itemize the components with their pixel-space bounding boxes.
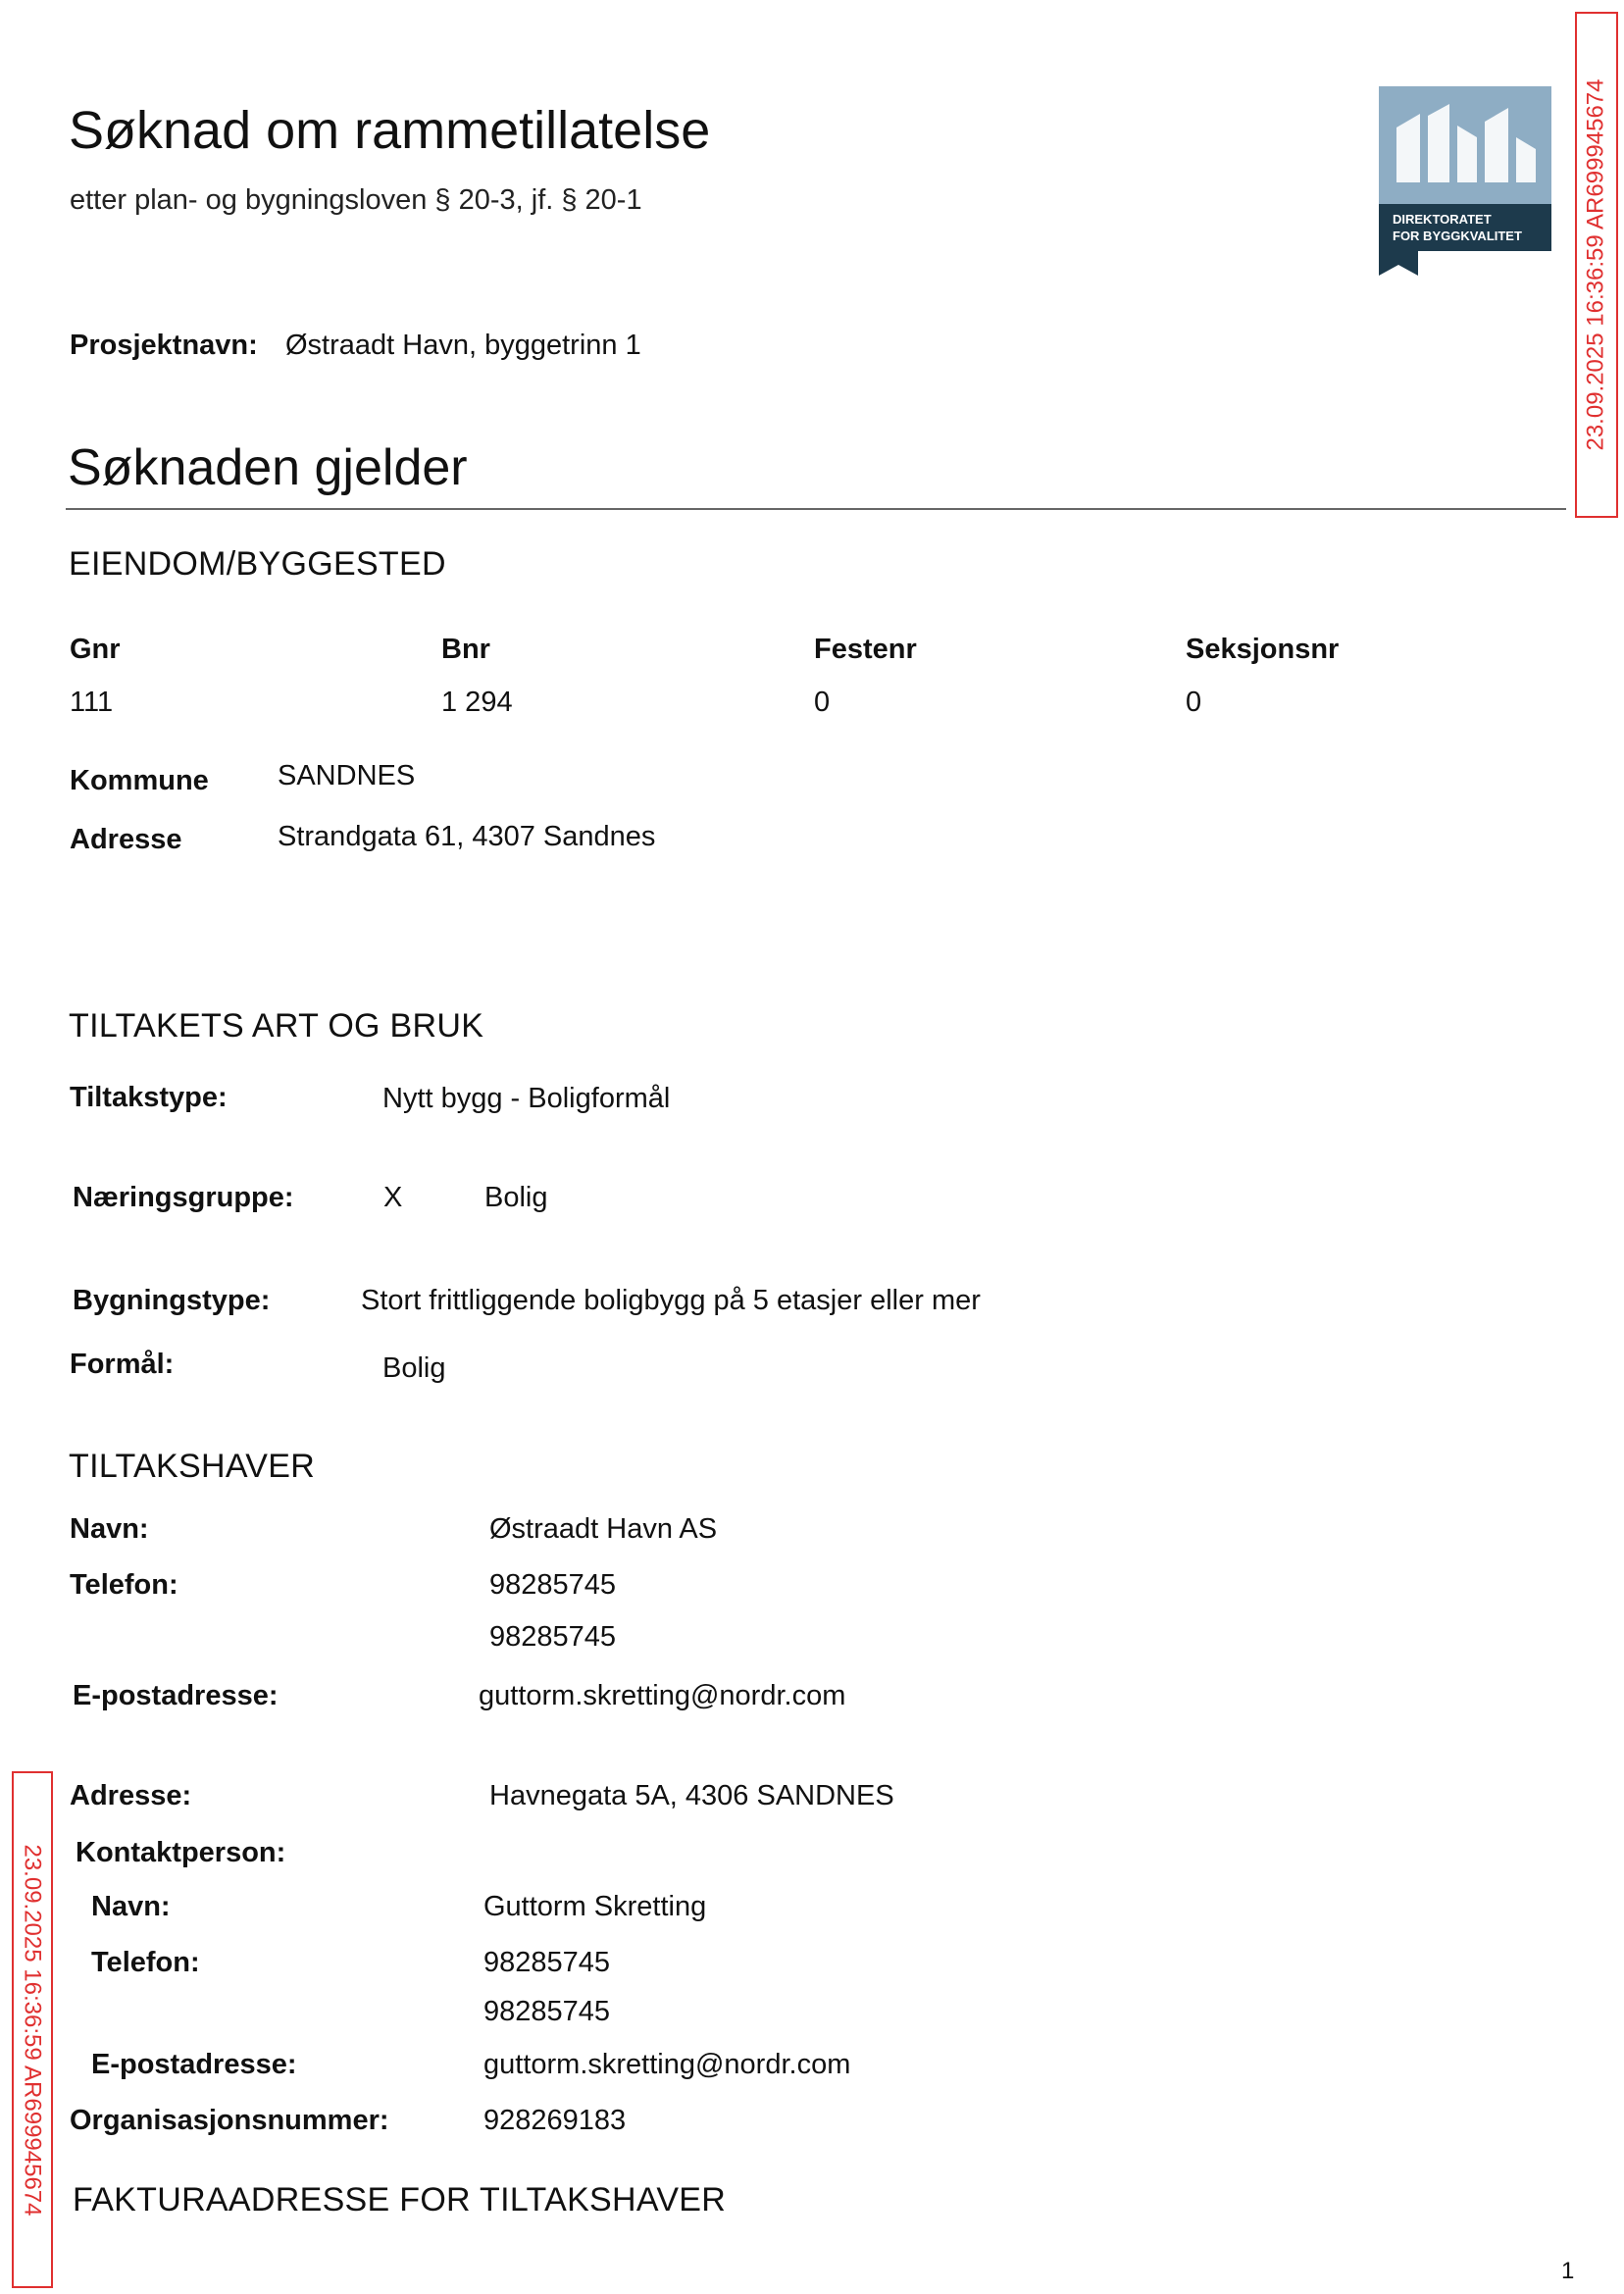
gnr-value: 111 xyxy=(70,687,114,718)
kommune-value: SANDNES xyxy=(278,760,416,791)
kontakt-epost-value: guttorm.skretting@nordr.com xyxy=(483,2049,851,2080)
project-name-value: Østraadt Havn, byggetrinn 1 xyxy=(285,330,641,361)
tiltakshaver-telefon-value-2: 98285745 xyxy=(489,1621,617,1653)
tiltakshaver-telefon-label: Telefon: xyxy=(70,1569,178,1601)
gnr-label: Gnr xyxy=(70,634,121,665)
main-heading: Søknaden gjelder xyxy=(68,439,468,496)
dibk-logo-graphic xyxy=(1379,86,1551,276)
section-tiltak-heading: TILTAKETS ART OG BRUK xyxy=(69,1007,484,1045)
adresse-label: Adresse xyxy=(70,824,182,855)
formal-label: Formål: xyxy=(70,1349,175,1380)
kommune-label: Kommune xyxy=(70,765,209,796)
bnr-label: Bnr xyxy=(441,634,490,665)
orgnr-label: Organisasjonsnummer: xyxy=(70,2105,389,2136)
tiltakshaver-telefon-value-1: 98285745 xyxy=(489,1569,617,1601)
kontaktperson-label: Kontaktperson: xyxy=(76,1837,286,1868)
tiltakshaver-adresse-value: Havnegata 5A, 4306 SANDNES xyxy=(489,1780,894,1811)
section-faktura-heading: FAKTURAADRESSE FOR TILTAKSHAVER xyxy=(73,2181,727,2218)
logo-line2: FOR BYGGKVALITET xyxy=(1393,229,1522,243)
tiltakshaver-epost-value: guttorm.skretting@nordr.com xyxy=(479,1680,846,1711)
orgnr-value: 928269183 xyxy=(483,2105,627,2136)
kontakt-telefon-value-1: 98285745 xyxy=(483,1947,611,1978)
naeringsgruppe-label: Næringsgruppe: xyxy=(73,1182,294,1213)
kontakt-navn-label: Navn: xyxy=(91,1891,171,1922)
kontakt-telefon-value-2: 98285745 xyxy=(483,1996,611,2027)
kontakt-telefon-label: Telefon: xyxy=(91,1947,200,1978)
naeringsgruppe-code: X xyxy=(383,1182,403,1213)
seksjonsnr-label: Seksjonsnr xyxy=(1186,634,1340,665)
kontakt-epost-label: E-postadresse: xyxy=(91,2049,297,2080)
stamp-left-text: 23.09.2025 16:36:59 AR699945674 xyxy=(20,1843,46,2217)
bygningstype-value: Stort frittliggende boligbygg på 5 etasjer eller mer xyxy=(361,1285,981,1316)
festenr-value: 0 xyxy=(814,687,831,718)
page-number: 1 xyxy=(1561,2258,1575,2284)
naeringsgruppe-value: Bolig xyxy=(484,1182,548,1213)
tiltakstype-label: Tiltakstype: xyxy=(70,1082,228,1113)
stamp-left xyxy=(12,1771,53,2288)
logo-line1: DIREKTORATET xyxy=(1393,212,1492,227)
adresse-value: Strandgata 61, 4307 Sandnes xyxy=(278,821,656,852)
kontakt-navn-value: Guttorm Skretting xyxy=(483,1891,707,1922)
tiltakshaver-epost-label: E-postadresse: xyxy=(73,1680,279,1711)
formal-value: Bolig xyxy=(382,1352,446,1384)
heading-divider xyxy=(66,508,1566,510)
stamp-top-text: 23.09.2025 16:36:59 AR699945674 xyxy=(1583,78,1609,451)
project-name-label: Prosjektnavn: xyxy=(70,330,258,361)
seksjonsnr-value: 0 xyxy=(1186,687,1202,718)
festenr-label: Festenr xyxy=(814,634,917,665)
bygningstype-label: Bygningstype: xyxy=(73,1285,271,1316)
section-tiltakshaver-heading: TILTAKSHAVER xyxy=(69,1448,316,1485)
bnr-value: 1 294 xyxy=(441,687,513,718)
stamp-top xyxy=(1575,12,1618,518)
section-eiendom-heading: EIENDOM/BYGGESTED xyxy=(69,545,446,583)
document-title: Søknad om rammetillatelse xyxy=(69,101,711,160)
document-subtitle: etter plan- og bygningsloven § 20-3, jf. § 20-1 xyxy=(70,184,642,216)
tiltakshaver-adresse-label: Adresse: xyxy=(70,1780,192,1811)
tiltakstype-value: Nytt bygg - Boligformål xyxy=(382,1083,671,1114)
tiltakshaver-navn-label: Navn: xyxy=(70,1513,149,1545)
tiltakshaver-navn-value: Østraadt Havn AS xyxy=(489,1513,718,1545)
dibk-logo xyxy=(1379,86,1551,276)
